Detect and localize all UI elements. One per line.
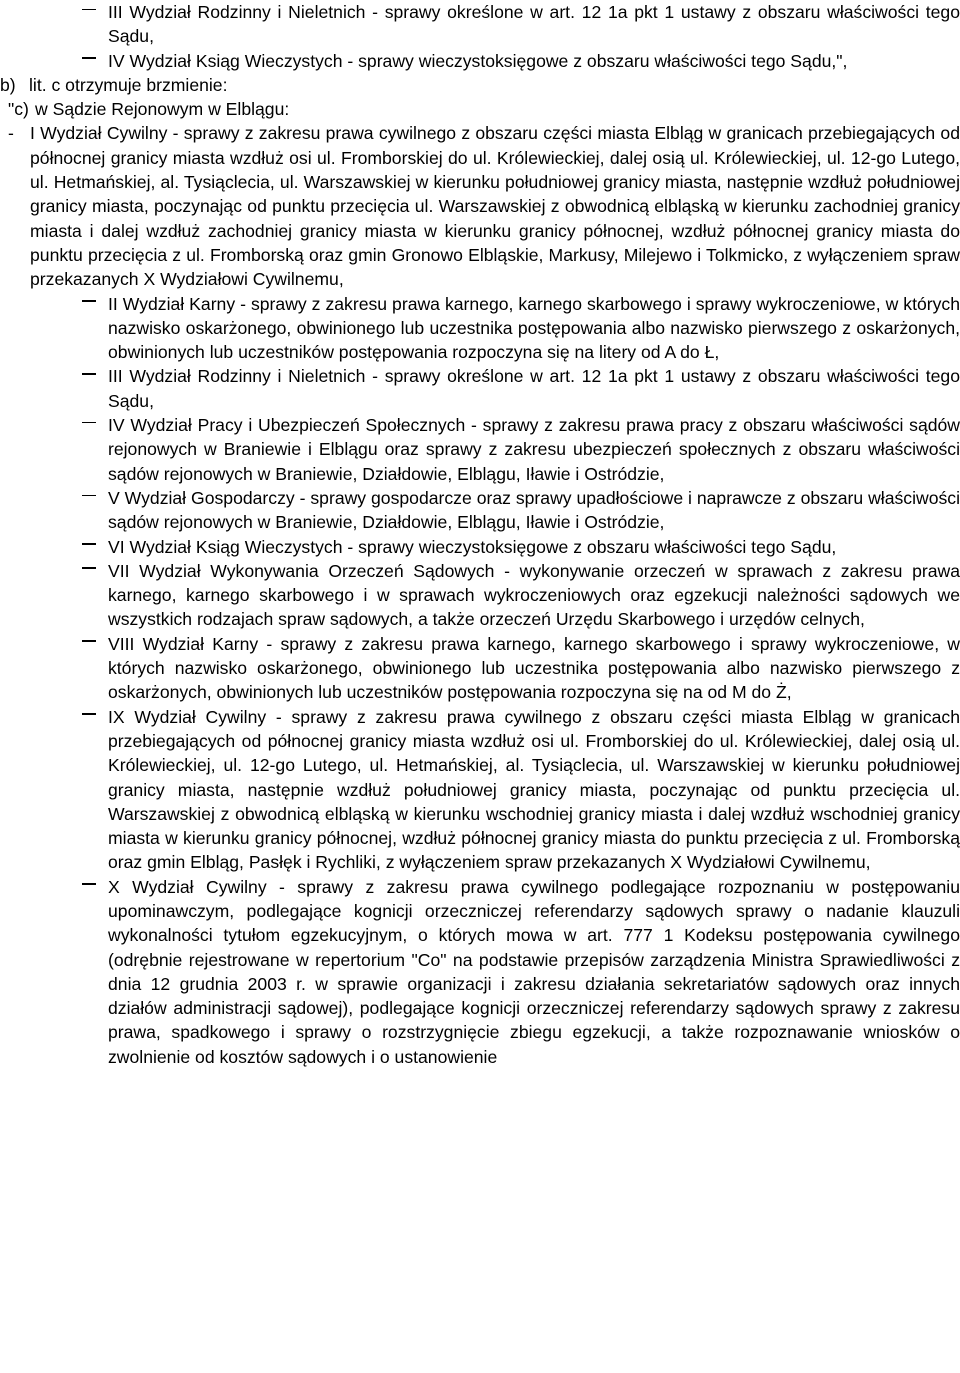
- dash-marker: [82, 292, 108, 316]
- entry-text: IV Wydział Ksiąg Wieczystych - sprawy wieczystoksięgowe z obszaru właściwości tego Sądu,",: [108, 50, 848, 71]
- department-entry: [0, 486, 960, 535]
- department-entry: [0, 364, 960, 413]
- entry-text: VIII Wydział Karny - sprawy z zakresu prawa karnego, karnego skarbowego i sprawy wykroczeniowe, w których nazwisko oskarżonego, obwinionego lub uczestnika postępowania albo nazwisko pierwszego z oskarżonych, obwinionych lub uczestników postępowania rozpoczyna się na od M do Ż,: [108, 633, 960, 703]
- entry-text: X Wydział Cywilny - sprawy z zakresu prawa cywilnego podlegające rozpoznaniu w postępowaniu upominawczym, podlegające kognicji orzeczniczej referendarzy sądowych sprawy o nadanie klauzuli wykonalności tytułom egzekucyjnym, o których mowa w art. 777 1 Kodeksu postępowania cywilnego (odrębnie rejestrowane w repertorium "Co" na podstawie przepisów zarządzenia Ministra Sprawiedliwości z dnia 12 grudnia 2003 r. w sprawie organizacji i zakresu działania sekretariatów sądowych oraz innych działów administracji sądowej), podlegające kognicji orzeczniczej referendarzy sądowych sprawy z zakresu prawa, spadkowego i sprawy o rozstrzygnięcie zbiegu egzekucji, a także rozpoznawanie wniosków o zwolnienie od kosztów sądowych i o ustanowienie: [108, 876, 960, 1067]
- entry-text: VI Wydział Ksiąg Wieczystych - sprawy wieczystoksięgowe z obszaru właściwości tego Sądu,: [108, 536, 837, 557]
- entry-text: I Wydział Cywilny - sprawy z zakresu prawa cywilnego z obszaru części miasta Elbląg w granicach przebiegających od północnej granicy miasta wzdłuż osi ul. Fromborskiej do ul. Królewieckiej, dalej osią ul. Królewieckiej, ul. 12-go Lutego, ul. Hetmańskiej, al. Tysiąclecia, ul. Warszawskiej w kierunku południowej granicy miasta, następnie wzdłuż południowej granicy miasta, poczynając od punktu przecięcia ul. Warszawskiej z obwodnicą elbląską w kierunku zachodniej granicy miasta i dalej wzdłuż zachodniej granicy miasta w kierunku granicy północnej, wzdłuż północnej granicy miasta do punktu przecięcia z ul. Fromborską oraz gmin Gronowo Elbląskie, Markusy, Milejewo i Tolkmicko, z wyłączeniem spraw przekazanych X Wydziałowi Cywilnemu,: [30, 123, 960, 290]
- letter-entry: [0, 73, 960, 97]
- dash-marker: [82, 705, 108, 729]
- entry-text: IV Wydział Pracy i Ubezpieczeń Społecznych - sprawy z zakresu prawa pracy z obszaru właściwości sądów rejonowych w Braniewie i Elblągu oraz sprawy z zakresu ubezpieczeń społecznych z obszaru właściwości sądów rejonowych w Braniewie, Działdowie, Elblągu, Iławie i Ostródzie,: [108, 415, 960, 484]
- dash-marker: [82, 49, 108, 73]
- dash-marker: [82, 0, 108, 24]
- department-entry: [0, 0, 960, 49]
- department-entry: [0, 559, 960, 632]
- department-entry: [0, 632, 960, 705]
- department-entry: [0, 292, 960, 365]
- dash-marker: [82, 413, 108, 437]
- dash-marker: [82, 559, 108, 583]
- item-marker: b): [0, 74, 16, 95]
- entry-text: w Sądzie Rejonowym w Elblągu:: [35, 99, 290, 120]
- item-marker: "c): [8, 99, 29, 120]
- department-entry: [0, 535, 960, 559]
- dash-marker: [82, 632, 108, 656]
- clause-entry: [0, 97, 960, 121]
- department-entry: [0, 49, 960, 73]
- department-entry: [0, 875, 960, 1069]
- dash-marker: [82, 486, 108, 510]
- dash-marker: [82, 535, 108, 559]
- entry-text: V Wydział Gospodarczy - sprawy gospodarcze oraz sprawy upadłościowe i naprawcze z obszaru właściwości sądów rejonowych w Braniewie, Działdowie, Elblągu, Iławie i Ostródzie,: [108, 487, 960, 533]
- entry-text: III Wydział Rodzinny i Nieletnich - sprawy określone w art. 12 1a pkt 1 ustawy z obszaru właściwości tego Sądu,: [108, 2, 960, 47]
- entry-text: III Wydział Rodzinny i Nieletnich - sprawy określone w art. 12 1a pkt 1 ustawy z obszaru właściwości tego Sądu,: [108, 366, 960, 411]
- department-entry: [0, 705, 960, 875]
- dash-marker: [82, 875, 108, 899]
- entry-text: VII Wydział Wykonywania Orzeczeń Sądowych - wykonywanie orzeczeń w sprawach z zakresu prawa karnego, karnego skarbowego i w sprawach wykroczeniowych oraz egzekucji należności sądowych we wszystkich rodzajach spraw sądowych, a także orzeczeń Urzędu Skarbowego i urzędów celnych,: [108, 560, 960, 630]
- entry-text: IX Wydział Cywilny - sprawy z zakresu prawa cywilnego z obszaru części miasta Elbląg w granicach przebiegających od północnej granicy miasta wzdłuż osi ul. Fromborskiej do ul. Królewieckiej, dalej osią ul. Królewieckiej, ul. 12-go Lutego, ul. Hetmańskiej, al. Tysiąclecia, ul. Warszawskiej w kierunku południowej granicy miasta, następnie wzdłuż południowej granicy miasta, poczynając od punktu przecięcia ul. Warszawskiej z obwodnicą elbląską w kierunku wschodniej granicy miasta i dalej wzdłuż wschodniej granicy miasta w kierunku granicy północnej, wzdłuż północnej granicy miasta do punktu przecięcia z ul. Fromborską oraz gmin Elbląg, Pasłęk i Rychliki, z wyłączeniem spraw przekazanych X Wydziałowi Cywilnemu,: [108, 706, 960, 873]
- clause-entry: [0, 121, 960, 291]
- entry-text: lit. c otrzymuje brzmienie:: [29, 74, 228, 95]
- item-marker: -: [8, 123, 14, 144]
- dash-marker: [82, 364, 108, 388]
- entry-text: II Wydział Karny - sprawy z zakresu prawa karnego, karnego skarbowego i sprawy wykroczeniowe, w których nazwisko oskarżonego, obwinionego lub uczestnika postępowania albo nazwisko pierwszego z oskarżonych, obwinionych lub uczestników postępowania rozpoczyna się na litery od A do Ł,: [108, 293, 960, 363]
- department-entry: [0, 413, 960, 486]
